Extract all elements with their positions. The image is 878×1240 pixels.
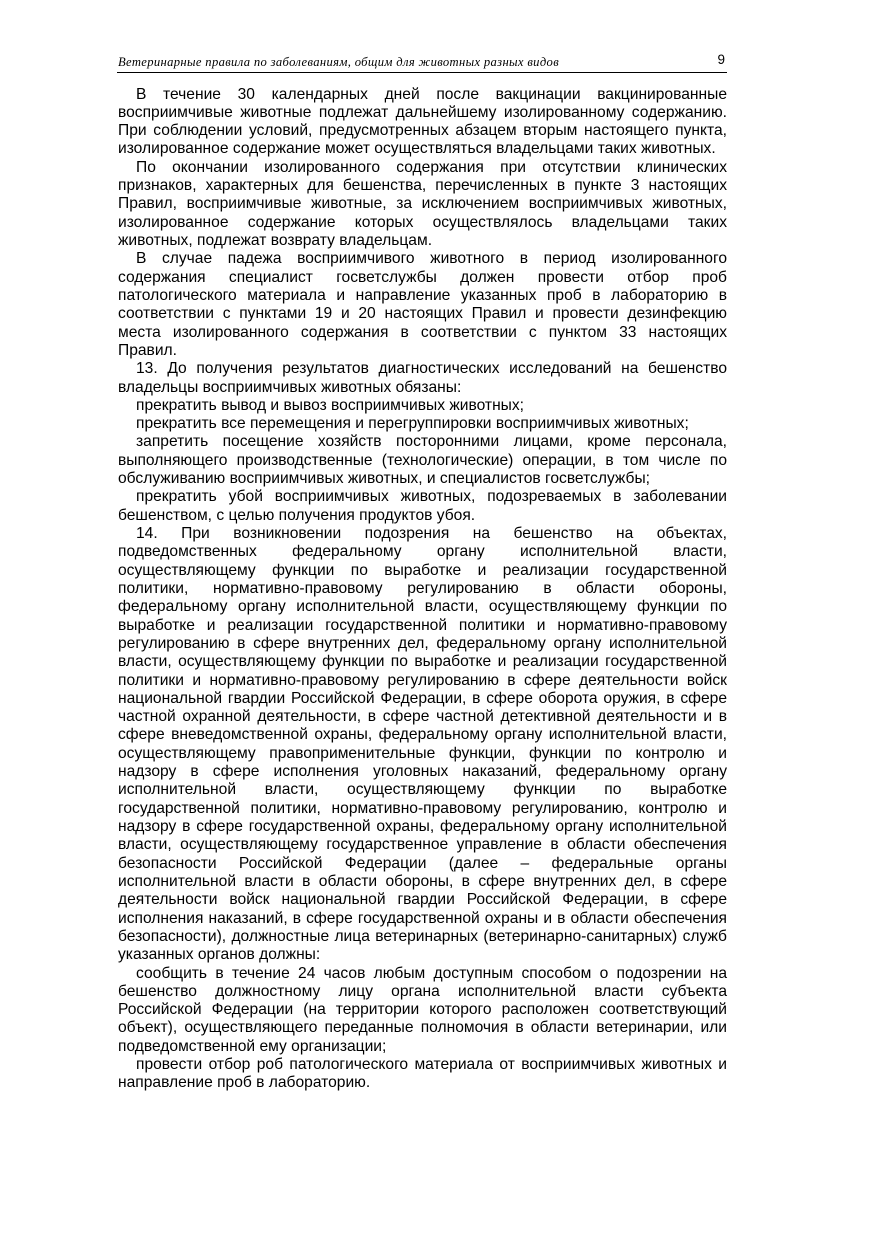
paragraph-isolation-period: В течение 30 календарных дней после вакцинации вакцинированные восприимчивые животные подлежат дальнейшему изолированному содержанию. При соблюдении условий, предусмотренных абзацем вторым настоящего пункта, изолированное содержание может осуществляться владельцами таких животных. — [118, 85, 727, 158]
paragraph-report-suspicion: сообщить в течение 24 часов любым доступным способом о подозрении на бешенство должностному лицу органа исполнительной власти субъекта Российской Федерации (на территории которого расположен соответствующий объект), осуществляющего переданные полномочия в области ветеринарии, или подведомственной ему организации; — [118, 964, 727, 1055]
paragraph-stop-movements: прекратить все перемещения и перегруппировки восприимчивых животных; — [136, 415, 689, 433]
paragraph-stop-removal: прекратить вывод и вывоз восприимчивых животных; — [136, 396, 525, 414]
paragraph-prohibit-visits: запретить посещение хозяйств посторонними лицами, кроме персонала, выполняющего производственные (технологические) операции, в том числе по обслуживанию восприимчивых животных, и специалистов госветслужбы; — [118, 433, 727, 488]
paragraph-sample-collection: провести отбор роб патологического материала от восприимчивых животных и направление проб в лабораторию. — [118, 1056, 727, 1092]
document-body — [118, 86, 727, 1093]
paragraph-item-13: 13. До получения результатов диагностических исследований на бешенство владельцы восприимчивых животных обязаны: — [118, 360, 727, 396]
paragraph-animal-death: В случае падежа восприимчивого животного в период изолированного содержания специалист госветслужбы должен провести отбор проб патологического материала и направление указанных проб в лабораторию в соответствии с пунктами 19 и 20 настоящих Правил и провести дезинфекцию места изолированного содержания в соответствии с пунктом 33 настоящих Правил. — [118, 250, 727, 359]
paragraph-item-14: 14. При возникновении подозрения на бешенство на объектах, подведомственных федеральному органу исполнительной власти, осуществляющему функции по выработке и реализации государственной политики, нормативно-правовому регулированию в области обороны, федеральному органу исполнительной власти, осуществляющему функции по выработке и реализации государственной политики и нормативно-правовому регулированию в сфере внутренних дел, федеральному органу исполнительной власти, осуществляющему функции по выработке и реализации государственной политики и нормативно-правовому регулированию в сфере деятельности войск национальной гвардии Российской Федерации, в сфере оборота оружия, в сфере частной охранной деятельности, в сфере частной детективной деятельности и в сфере вневедомственной охраны, федеральному органу исполнительной власти, осуществляющему правоприменительные функции, функции по контролю и надзору в сфере исполнения уголовных наказаний, федеральному органу исполнительной власти, осуществляющему функции по выработке государственной политики, нормативно-правовому регулированию, контролю и надзору в сфере государственной охраны, федеральному органу исполнительной власти, осуществляющему государственное управление в области обеспечения безопасности Российской Федерации (далее – федеральные органы исполнительной власти в области обороны, в сфере внутренних дел, в сфере деятельности войск национальной гвардии Российской Федерации, в сфере исполнения наказаний, в сфере государственной охраны и в области обеспечения безопасности), должностные лица ветеринарных (ветеринарно-санитарных) служб указанных органов должны: — [118, 525, 727, 964]
running-header — [117, 52, 727, 73]
page-number: 9 — [717, 52, 725, 67]
running-header-title: Ветеринарные правила по заболеваниям, общим для животных разных видов — [118, 55, 560, 69]
paragraph-stop-slaughter: прекратить убой восприимчивых животных, подозреваемых в заболевании бешенством, с целью получения продуктов убоя. — [118, 488, 727, 524]
paragraph-end-of-isolation: По окончании изолированного содержания при отсутствии клинических признаков, характерных для бешенства, перечисленных в пункте 3 настоящих Правил, восприимчивые животные, за исключением восприимчивых животных, изолированное содержание которых осуществлялось владельцами таких животных, подлежат возврату владельцам. — [118, 158, 727, 249]
